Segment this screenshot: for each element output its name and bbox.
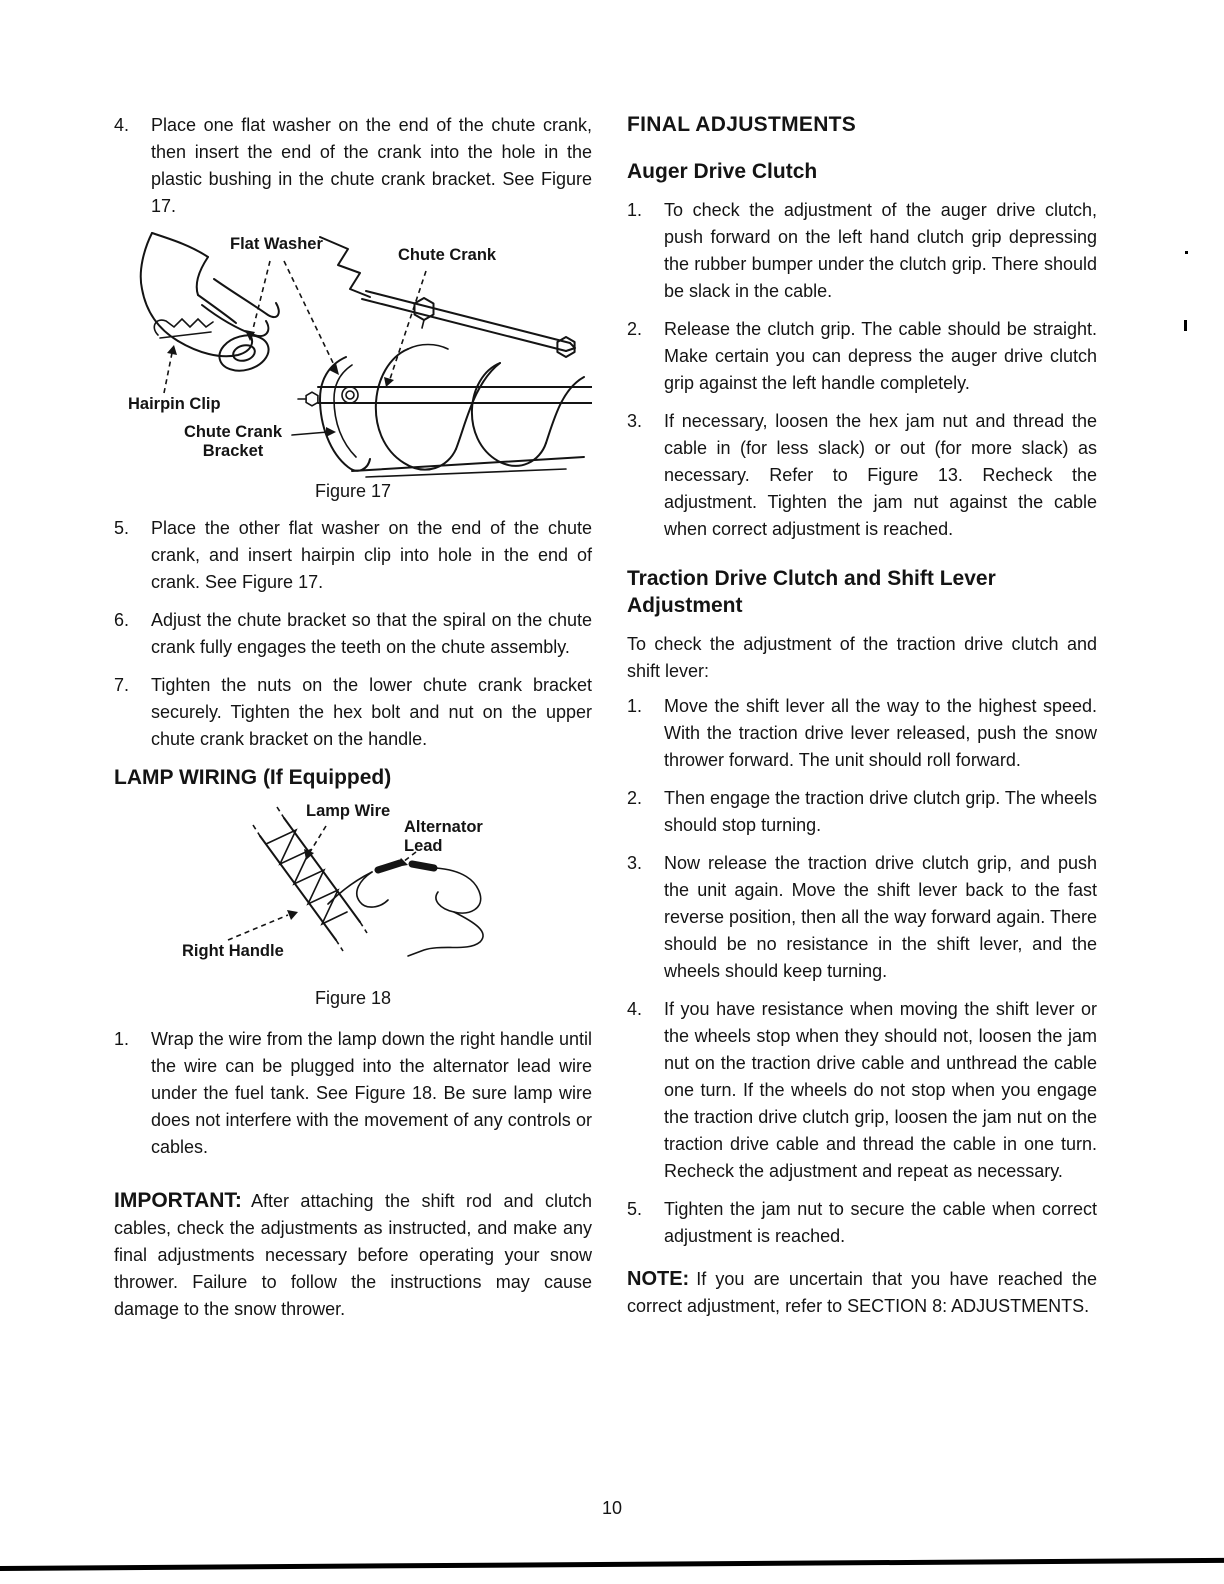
item-number: 3. <box>627 411 643 431</box>
item-number: 2. <box>627 319 643 339</box>
figure-18-caption: Figure 18 <box>314 988 392 1008</box>
right-handle-sketch <box>253 807 367 951</box>
page-edge-line <box>0 1558 1224 1571</box>
figure-18 <box>114 800 592 1016</box>
item-text: Wrap the wire from the lamp down the right handle until the wire can be plugged into the alternator lead wire under the fuel tank. See Figure 18. Be sure lamp wire does not interfere with the movement of any controls or cables. <box>151 1029 592 1157</box>
list-item <box>114 515 592 596</box>
chute-crank-bracket-sketch <box>298 357 370 471</box>
scan-artifact-dash <box>1184 320 1187 331</box>
important-label: IMPORTANT: <box>114 1189 242 1212</box>
item-number: 4. <box>627 999 643 1019</box>
lamp-wiring-heading: LAMP WIRING (If Equipped) <box>114 766 392 789</box>
right-column <box>627 112 1097 1320</box>
item-number: 5. <box>627 1199 643 1219</box>
scan-artifact-dot <box>1185 251 1188 254</box>
item-number: 2. <box>627 788 643 808</box>
traction-drive-heading: Traction Drive Clutch and Shift Lever Adjustment <box>627 567 996 617</box>
item-text: Release the clutch grip. The cable should be straight. Make certain you can depress the auger drive clutch grip against the left handle completely. <box>664 319 1097 393</box>
list-item <box>114 607 592 661</box>
note <box>627 1266 1097 1320</box>
item-number: 6. <box>114 610 130 630</box>
page-number: 10 <box>601 1498 623 1518</box>
list-item <box>114 112 592 220</box>
list-item <box>114 1026 592 1161</box>
item-text: If you have resistance when moving the shift lever or the wheels stop when they should not, loosen the jam nut on the traction drive cable and unthread the cable one turn. If the wheels do not stop when you engage the traction drive clutch grip, loosen the jam nut on the traction drive cable and thread the cable in one turn. Recheck the adjustment and repeat as necessary. <box>664 999 1097 1181</box>
figure-17-caption: Figure 17 <box>314 481 392 501</box>
item-number: 1. <box>627 696 643 716</box>
item-text: To check the adjustment of the auger drive clutch, push forward on the left hand clutch grip depressing the rubber bumper under the clutch grip. There should be slack in the cable. <box>664 200 1097 301</box>
item-text: Then engage the traction drive clutch grip. The wheels should stop turning. <box>664 788 1097 835</box>
figure-label-lamp-wire: Lamp Wire <box>306 802 391 820</box>
list-item <box>627 197 1097 305</box>
item-number: 7. <box>114 675 130 695</box>
figure-label-chute-crank: Chute Crank <box>398 246 497 264</box>
note-text: If you are uncertain that you have reached the correct adjustment, refer to SECTION 8: ADJUSTMENTS. <box>627 1269 1097 1316</box>
list-item <box>627 693 1097 774</box>
spiral-sketch <box>376 345 584 470</box>
figure-label-chute-crank-bracket: Chute Crank Bracket <box>183 423 283 460</box>
list-item <box>114 672 592 753</box>
important-text: After attaching the shift rod and clutch cables, check the adjustments as instructed, and make any final adjustments necessary before operating your snow thrower. Failure to follow the instructions may cause damage to the snow thrower. <box>114 1191 592 1319</box>
figure-label-right-handle: Right Handle <box>182 942 284 960</box>
item-number: 3. <box>627 853 643 873</box>
item-text: Adjust the chute bracket so that the spiral on the chute crank fully engages the teeth on the chute assembly. <box>151 610 592 657</box>
item-text: Tighten the jam nut to secure the cable when correct adjustment is reached. <box>664 1199 1097 1246</box>
item-number: 1. <box>627 200 643 220</box>
item-text: If necessary, loosen the hex jam nut and thread the cable in (for less slack) or out (for more slack) as necessary. Refer to Figure 13. Recheck the adjustment. Tighten the jam nut against the cable when correct adjustment is reached. <box>664 411 1097 539</box>
list-item <box>627 785 1097 839</box>
item-text: Move the shift lever all the way to the highest speed. With the traction drive lever released, push the snow thrower forward. The unit should roll forward. <box>664 696 1097 770</box>
item-text: Place one flat washer on the end of the chute crank, then insert the end of the crank into the hole in the plastic bushing in the chute crank bracket. See Figure 17. <box>151 115 592 216</box>
figure-label-flat-washer: Flat Washer <box>230 235 323 253</box>
list-item <box>627 1196 1097 1250</box>
item-text: Tighten the nuts on the lower chute crank bracket securely. Tighten the hex bolt and nut on the upper chute crank bracket on the handle. <box>151 675 592 749</box>
note-label: NOTE: <box>627 1268 690 1290</box>
list-item <box>627 408 1097 543</box>
item-number: 4. <box>114 115 130 135</box>
left-column <box>114 112 592 1323</box>
auger-drive-clutch-heading: Auger Drive Clutch <box>627 160 818 183</box>
figure-label-alternator-lead: Alternator Lead <box>404 818 483 855</box>
list-item <box>627 996 1097 1185</box>
item-number: 1. <box>114 1029 130 1049</box>
figure-label-hairpin-clip: Hairpin Clip <box>128 395 221 413</box>
item-number: 5. <box>114 518 130 538</box>
item-text: Now release the traction drive clutch grip, and push the unit again. Move the shift lever back to the fast reverse position, then all the way forward again. There should be no resistance in the shift lever, and the wheels should keep turning. <box>664 853 1097 981</box>
list-item <box>627 850 1097 985</box>
final-adjustments-heading: FINAL ADJUSTMENTS <box>627 113 857 136</box>
figure-17 <box>114 231 592 505</box>
chute-crank-rod-sketch <box>362 291 575 357</box>
traction-intro-text: To check the adjustment of the traction drive clutch and shift lever: <box>627 634 1097 681</box>
important-note <box>114 1187 592 1323</box>
item-text: Place the other flat washer on the end of the chute crank, and insert hairpin clip into hole in the end of crank. See Figure 17. <box>151 518 592 592</box>
list-item <box>627 316 1097 397</box>
